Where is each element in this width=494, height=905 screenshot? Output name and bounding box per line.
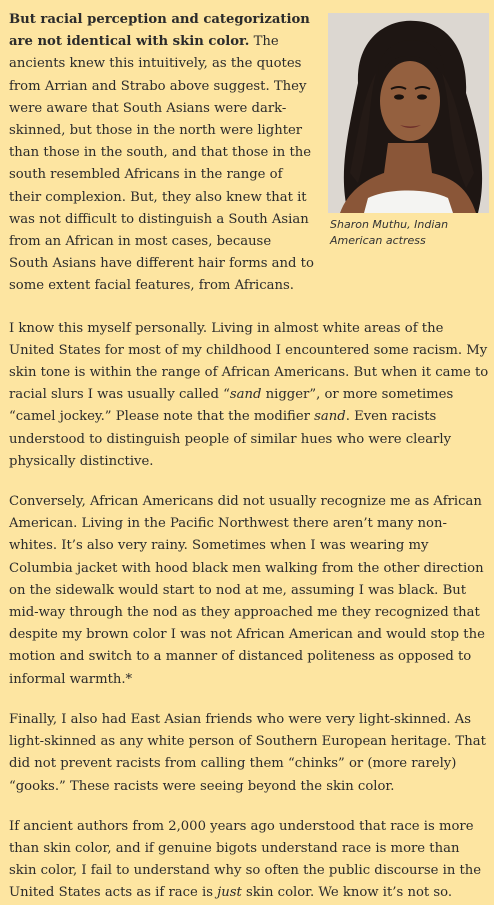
photo-caption: Sharon Muthu, Indian American actress — [330, 218, 449, 247]
paragraph-5 — [9, 816, 489, 905]
paragraph-1-lead: But racial perception and categorization are not identical with skin color. — [9, 12, 310, 50]
paragraph-5-text-a: If ancient authors from 2,000 years ago understood that race is more than skin color, and if genuine bigots understand race is more than skin color, I fail to understand why so often the public discourse in the United States acts as if race is — [9, 818, 482, 901]
figure — [328, 13, 489, 249]
paragraph-1-text: The ancients knew this intuitively, as the quotes from Arrian and Strabo above suggest. They were aware that South Asians were dark-skinned, but those in the north were lighter than those in the south, and that those in the south resembled Africans in the range of their complexion. But, they also knew that it was not difficult to distinguish a South Asian from an African in most cases, because South Asians have different hair forms and to some extent facial features, from Africans. — [9, 34, 314, 294]
paragraph-2-emphasis-a: sand — [229, 387, 262, 403]
paragraph-3: Conversely, African Americans did not usually recognize me as African American. Living in the Pacific Northwest there aren’t many non-whites. It’s also very rainy. Sometimes when I was wearing my Columbia jacket with hood black men walking from the other direction on the sidewalk would start to nod at me, assuming I was black. But mid-way through the nod as they approached me they recognized that despite my brown color I was not African American and would stop the motion and switch to a manner of distanced politeness as opposed to informal warmth.* — [9, 494, 485, 687]
portrait-photo — [328, 13, 489, 213]
paragraph-5-emphasis: just — [217, 885, 242, 901]
paragraph-2 — [9, 318, 489, 473]
paragraph-5-text-b: skin color. We know it’s not so. — [241, 885, 453, 901]
paragraph-2-text-b: nigger”, or more sometimes “camel jockey.” Please note that the modifier — [9, 387, 454, 425]
paragraph-2-text-c: . Even racists understood to distinguish people of similar hues who were clearly physically distinctive. — [9, 409, 452, 469]
paragraph-2-text-a: I know this myself personally. Living in almost white areas of the United States for most of my childhood I encountered some racism. My skin tone is within the range of African Americans. But when it came to racial slurs I was usually called “ — [9, 320, 489, 403]
paragraph-4: Finally, I also had East Asian friends who were very light-skinned. As light-skinned as any white person of Southern European heritage. That did not prevent racists from calling them “chinks” or (more rarely) “gooks.” These racists were seeing beyond the skin color. — [9, 711, 486, 794]
portrait-image — [328, 13, 489, 213]
paragraph-2-emphasis-b: sand — [314, 409, 346, 425]
